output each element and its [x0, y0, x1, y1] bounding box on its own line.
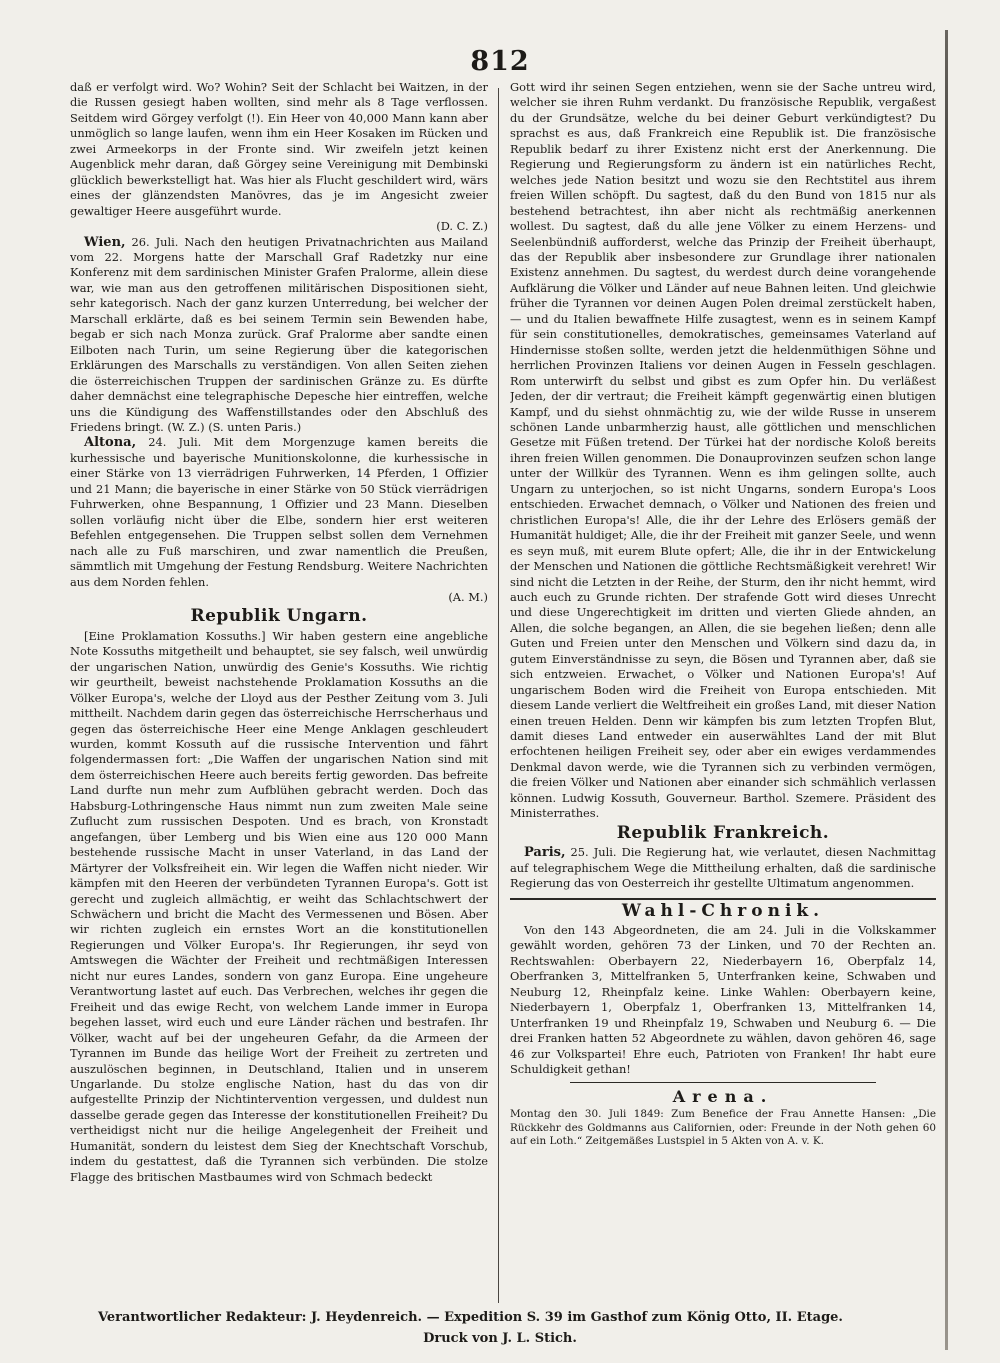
- source-attribution: (D. C. Z.): [436, 219, 488, 234]
- left-column: [70, 80, 488, 1307]
- article-wien: [70, 235, 488, 436]
- dateline-altona: Altona,: [84, 435, 137, 451]
- article-proklamation: [Eine Proklamation Kossuths.] Wir haben gestern eine angebliche Note Kossuths mitgetheilt und behauptet, sie sey falsch, weil unwürdig der ungarischen Nation, unwürdig des Genie's Kossuths. Wie richtig wir geurtheilt, beweist nachstehende Proklamation Kossuths an die Völker Europa's, welche der Lloyd aus der Pesther Zeitung vom 3. Juli mittheilt. Nachdem darin gegen das österreichische Herrscherhaus und gegen das österreichische Heer eine Menge Anklagen geschleudert wurden, kommt Kossuth auf die russische Intervention und fährt folgendermassen fort: „Die Waffen der ungarischen Nation sind mit dem österreichischen Heere auch bereits fertig geworden. Das befreite Land durfte nun mehr zum Aufblühen gebracht werden. Doch das Habsburg-Lothringensche Haus nimmt nun zum zweiten Male seine Zuflucht zum russischen Despoten. Und es brach, von Kronstadt angefangen, über Lemberg und bis Wien eine aus 120 000 Mann bestehende russische Macht in unser Vaterland, in das Land der Märtyrer der Volksfreiheit ein. Wir legen die Waffen nicht nieder. Wir kämpfen mit den Heeren der verbündeten Tyrannen Europa's. Gott ist gerecht und zugleich allmächtig, er weiht das Schlachtschwert der Schwächern und bricht die Macht des Vermessenen und Bösen. Aber wir richten zugleich ein ernstes Wort an die konstitutionellen Regierungen und Völker Europa's. Ihr Regierungen, ihr seyd von Amtswegen die Wächter der Freiheit und rechtmäßigen Interessen nicht nur eures Landes, sondern von ganz Europa. Eine ungeheure Verantwortung lastet auf euch. Das Verbrechen, welches ihr gegen die Freiheit und das ewige Recht, von welchem Lande immer in Europa begehen lasset, wird euch und eure Länder rächen und bestrafen. Ihr Völker, wacht auf bei der ungeheuren Gefahr, da die Armeen der Tyrannen im Bunde das heilige Wort der Freiheit zu zertreten und auszulöschen beginnen, in Deutschland, Italien und in unserem Ungarlande. Du stolze englische Nation, hast du das von dir aufgestellte Prinzip der Nichtintervention vergessen, und duldest nun dasselbe gerade gegen das Interesse der konstitutionellen Freiheit? Du vertheidigst nicht nur die heilige Angelegenheit der Freiheit und Humanität, sondern du leistest dem Sieg der Knechtschaft Vorschub, indem du gestattest, daß die Tyrannen sich verbünden. Die stolze Flagge des britischen Mastbaumes wird von Schmach bedeckt: [70, 628, 488, 1184]
- section-rule: [570, 1082, 876, 1083]
- imprint-editor: Verantwortlicher Redakteur: J. Heydenreich. — Expedition S. 39 im Gasthof zum König Otto, II. Etage.: [98, 1310, 843, 1325]
- section-heading-frankreich: Republik Frankreich.: [616, 822, 830, 843]
- scan-edge-shadow: [945, 30, 948, 1350]
- page-number: 812: [470, 46, 530, 77]
- section-heading-arena: Arena.: [672, 1086, 774, 1106]
- article-wien-text: 26. Juli. Nach den heutigen Privatnachrichten aus Mailand vom 22. Morgens hatte der Marschall Graf Radetzky nur eine Konferenz mit dem sardinischen Minister Grafen Pralorme, allein diese war, wie man aus den getroffenen militärischen Dispositionen sieht, sehr kategorisch. Nach der ganz kurzen Unterredung, bei welcher der Marschall erklärte, daß es bei seinem Termin sein Bewenden habe, begab er sich nach Monza zurück. Graf Pralorme aber sandte einen Eilboten nach Turin, um seine Regierung über die kategorischen Erklärungen des Marschalls zu verständigen. Von allen Seiten ziehen die österreichischen Truppen der sardinischen Gränze zu. Es dürfte daher demnächst eine telegraphische Depesche hier eintreffen, welche uns die Kündigung des Waffenstillstandes oder den Abschluß des Friedens bringt. (W. Z.) (S. unten Paris.): [70, 234, 488, 434]
- article-wahl-chronik: Von den 143 Abgeordneten, die am 24. Juli in die Volkskammer gewählt worden, gehören 73 der Linken, und 70 der Rechten an. Rechtswahlen: Oberbayern 22, Niederbayern 16, Oberpfalz 14, Oberfranken 3, Mittelfranken 5, Unterfranken keine, Schwaben und Neuburg 12, Rheinpfalz keine. Linke Wahlen: Oberbayern keine, Niederbayern 1, Oberpfalz 1, Oberfranken 13, Mittelfranken 14, Unterfranken 19 und Rheinpfalz 19, Schwaben und Neuburg 6. — Die drei Franken hatten 52 Abgeordnete zu wählen, davon gehören 46, sage 46 zur Volkspartei! Ehre euch, Patrioten von Franken! Ihr habt eure Schuldigkeit gethan!: [510, 923, 936, 1077]
- imprint-printer: Druck von J. L. Stich.: [423, 1331, 577, 1346]
- article-paris-text: 25. Juli. Die Regierung hat, wie verlautet, diesen Nachmittag auf telegraphischem Wege die Mittheilung erhalten, daß die sardinische Regierung das von Oesterreich ihr gestellte Ultimatum angenommen.: [510, 845, 936, 891]
- section-heading-wahl-chronik: Wahl-Chronik.: [621, 900, 825, 921]
- continued-proclamation-text: Gott wird ihr seinen Segen entziehen, wenn sie der Sache untreu wird, welcher sie ihren Ruhm verdankt. Du französische Republik, vergaßest du der Grundsätze, welche du bei deiner Geburt verkündigtest? Du sprachst es aus, daß Frankreich eine Republik ist. Die französische Republik bedarf zu ihrer Existenz nicht erst der Anerkennung. Die Regierung und Regierungsform zu ändern ist ein natürliches Recht, welches jede Nation besitzt und wozu sie den Rechtstitel aus ihrem freien Willen schöpft. Du sagtest, daß du den Bund von 1815 nur als bestehend betrachtest, ihn aber nicht als rechtmäßig anerkennen wollest. Du sagtest, daß du alle jene Völker zu einem Herzens- und Seelenbündniß aufforderst, welche das Prinzip der Freiheit überhaupt, das der Republik aber insbesondere zur Grundlage ihrer nationalen Existenz annehmen. Du sagtest, du werdest durch deine vorangehende Aufklärung die Völker und Länder auf neue Bahnen leiten. Und gleichwie früher die Tyrannen vor deinen Augen Polen dreimal zerstückelt haben, — und du Italien bewaffnete Hilfe zusagtest, wenn es in seinem Kampf für sein constitutionelles, demokratisches, gemeinsames Vaterland auf Hindernisse stoßen sollte, werden jetzt die heldenmüthigen Söhne und herrlichen Provinzen Italiens vor deinen Augen in Fesseln geschlagen. Rom unterwirft du selbst und gibst es zum Opfer hin. Du verläßest Jeden, der dir vertraut; die Freiheit kämpft gegenwärtig einen blutigen Kampf, und du siehst ohnmächtig zu, wie der wilde Russe in unserem schönen Lande unbarmherzig haust, alle göttlichen und menschlichen Gesetze mit Füßen tretend. Der Türkei hat der nordische Koloß bereits ihren freien Willen genommen. Die Donauprovinzen seufzen schon lange unter der Willkür des Tyrannen. Wenn es ihm gelingen sollte, auch Ungarn zu unterjochen, so ist nicht Ungarns, sondern Europa's Loos entschieden. Erwachet demnach, o Völker und Nationen des freien und christlichen Europa's! Alle, die ihr der Lehre des Erlösers gemäß der Humanität huldiget; Alle, die ihr der Freiheit mit ganzer Seele, und wenn es seyn muß, mit eurem Blute opfert; Alle, die ihr in der Entwickelung der Menschen und Nationen die göttliche Rechtsmäßigkeit verehret! Wir sind nicht die Letzten in der Reihe, der Sturm, den ihr nicht hemmt, wird auch euch zu Grunde richten. Der strafende Gott wird dieses Unrecht und diese Ungerechtigkeit im dritten und vierten Gliede ahnden, an Allen, die solche begangen, an Allen, die sie begehen ließen; denn alle Guten und Freien unter den Menschen und Völkern sind dazu da, in gutem Einverständnisse zu seyn, die Bösen und Tyrannen aber, daß sie sich entzweien. Erwachet, o Völker und Nationen Europa's! Auf ungarischem Boden wird die Freiheit von Europa entschieden. Mit diesem Lande verliert die Weltfreiheit ein großes Land, mit dieser Nation einen treuen Helden. Denn wir kämpfen bis zum letzten Tropfen Blut, damit dieses Land entweder ein auserwähltes Land der mit Blut erfochtenen heiligen Freiheit sey, oder aber ein ewiges verdammendes Denkmal davon werde, wie die Tyrannen sich zu verbinden vermögen, die freien Völker und Nationen aber einander sich schmählich verlassen können. Ludwig Kossuth, Gouverneur. Barthol. Szemere. Präsident des Ministerrathes.: [510, 80, 936, 821]
- article-altona: [70, 435, 488, 590]
- section-heading-ungarn: Republik Ungarn.: [190, 606, 368, 627]
- article-paris: [510, 845, 936, 891]
- section-rule: [510, 898, 936, 900]
- article-altona-text: 24. Juli. Mit dem Morgenzuge kamen bereits die kurhessische und bayerische Munitionskolonne, die kurhessische in einer Stärke von 13 vierrädrigen Fuhrwerken, 14 Pferden, 1 Offizier und 21 Mann; die bayerische in einer Stärke von 50 Stück vierrädrigen Fuhrwerken, ohne Bespannung, 1 Offizier und 23 Mann. Dieselben sollen vorläufig nicht über die Elbe, sondern hier erst weiteren Befehlen entgegensehen. Die Truppen selbst sollen dem Vernehmen nach alle zu Fuß marschiren, und zwar namentlich die Preußen, sämmtlich mit Umgehung der Festung Rendsburg. Weitere Nachrichten aus dem Norden fehlen.: [70, 435, 488, 589]
- column-divider: [498, 88, 499, 1303]
- dateline-wien: Wien,: [84, 234, 126, 250]
- source-attribution: (A. M.): [448, 589, 488, 604]
- arena-announcement: Montag den 30. Juli 1849: Zum Benefice der Frau Annette Hansen: „Die Rückkehr des Goldmanns aus Californien, oder: Freunde in der Noth gehen 60 auf ein Loth.“ Zeitgemäßes Lustspiel in 5 Akten von A. v. K.: [510, 1108, 936, 1148]
- dateline-paris: Paris,: [524, 845, 566, 861]
- continued-article-text: daß er verfolgt wird. Wo? Wohin? Seit der Schlacht bei Waitzen, in der die Russen gesiegt haben wollten, sind mehr als 8 Tage verflossen. Seitdem wird Görgey verfolgt (!). Ein Heer von 40,000 Mann kann aber unmöglich so lange laufen, wenn ihm ein Heer Kosaken im Rücken und zwei Armeekorps in der Fronte sind. Wir zweifeln jetzt keinen Augenblick mehr daran, daß Görgey seine Vereinigung mit Dembinski glücklich bewerkstelligt hat. Was hier als Flucht geschildert wird, wärs eines der glänzendsten Manövres, das je im Angesicht zweier gewaltiger Heere ausgeführt wurde.: [70, 80, 488, 218]
- right-column: [510, 80, 936, 1302]
